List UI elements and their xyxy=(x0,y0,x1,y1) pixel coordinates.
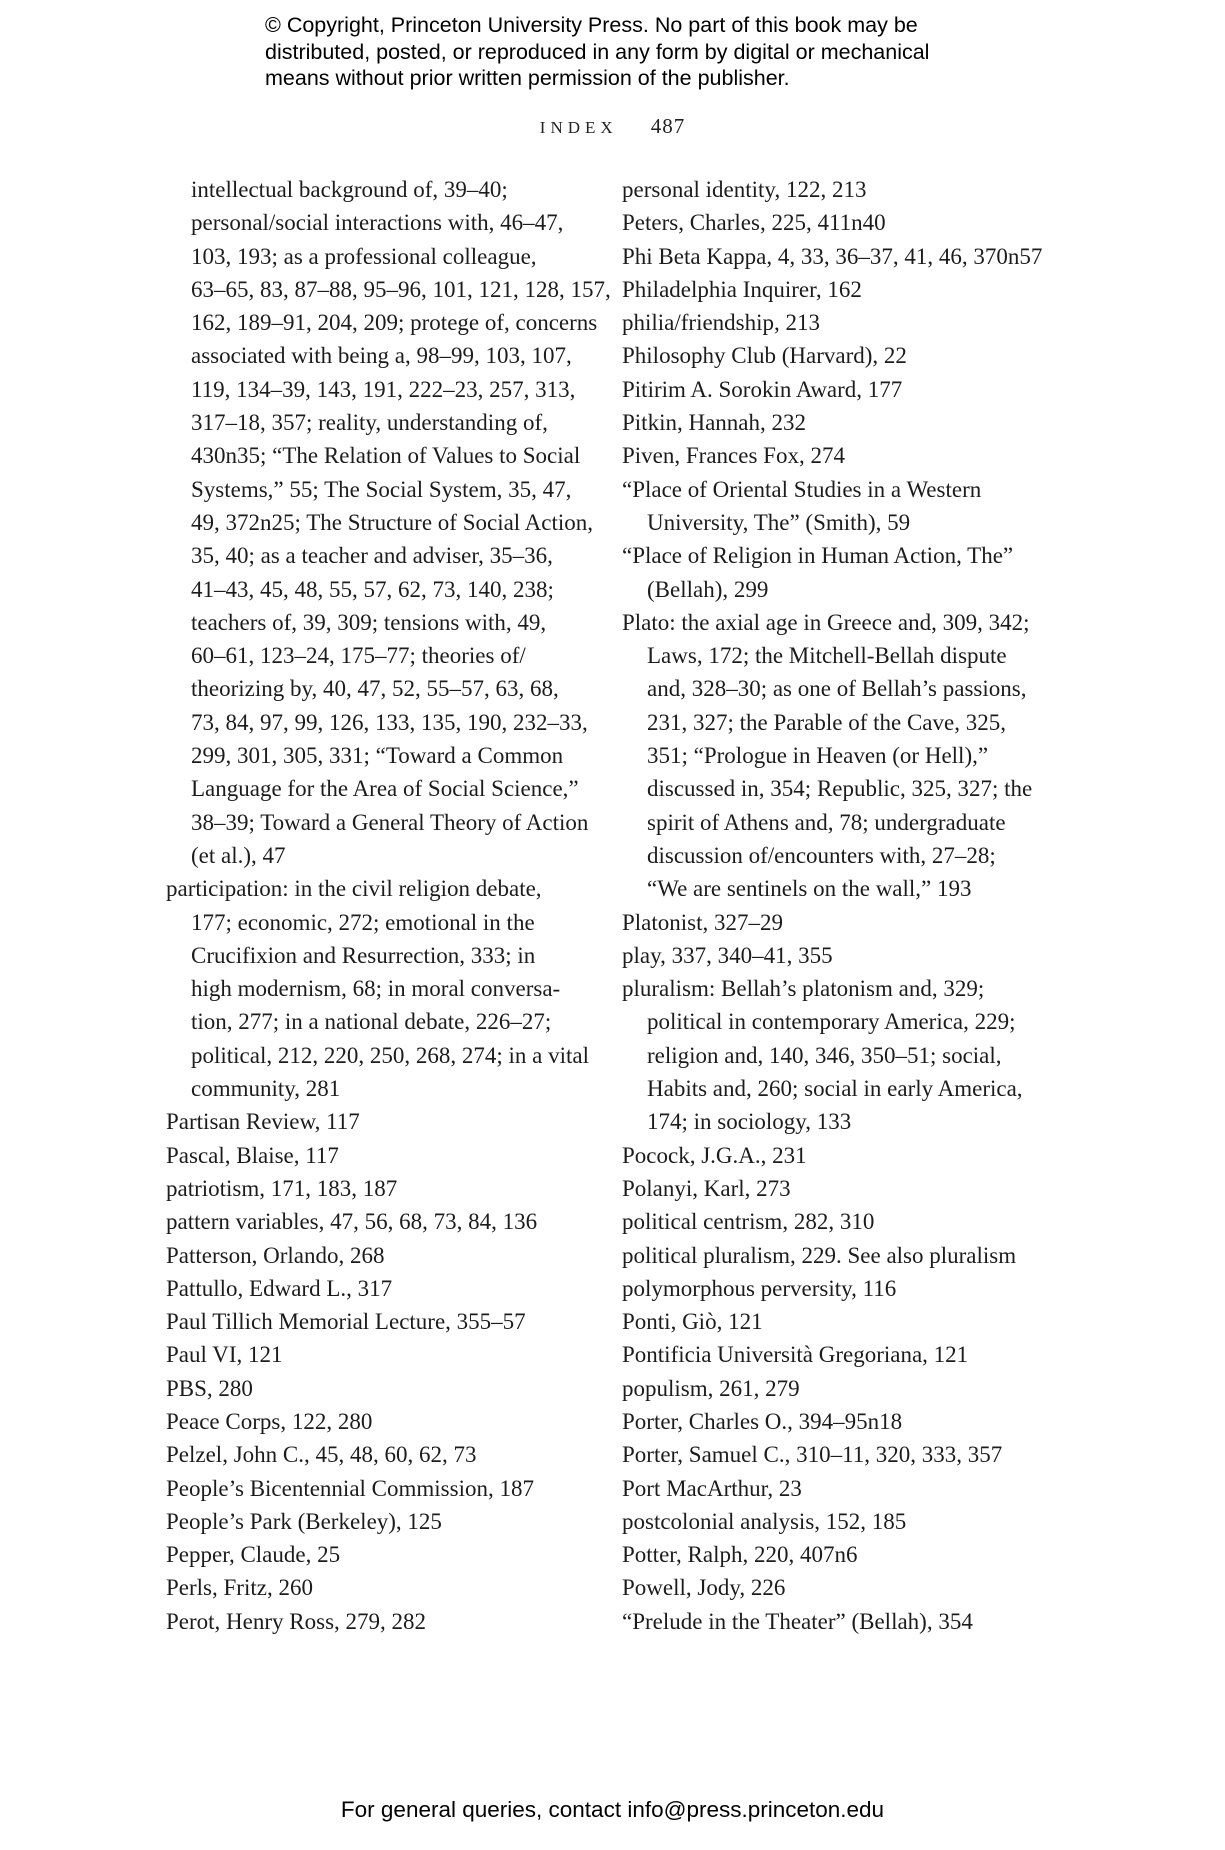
index-entry xyxy=(166,1538,586,1571)
index-entry-line: personal/social interactions with, 46–47, xyxy=(191,210,564,236)
index-entry-line: 103, 193; as a professional colleague, xyxy=(191,243,537,269)
index-entry-line: Paul VI, 121 xyxy=(166,1342,283,1368)
index-entry xyxy=(166,1272,586,1305)
index-entry-line: University, The” (Smith), 59 xyxy=(647,509,911,535)
index-entry xyxy=(622,1305,1062,1338)
index-entry-line: Philadelphia Inquirer, 162 xyxy=(622,276,862,302)
index-entry xyxy=(622,1571,1062,1604)
index-entry xyxy=(622,1272,1062,1305)
index-entry-line: Philosophy Club (Harvard), 22 xyxy=(622,343,907,369)
index-entry-line: and, 328–30; as one of Bellah’s passions, xyxy=(647,676,1027,702)
index-entry-line: Crucifixion and Resurrection, 333; in xyxy=(191,942,536,968)
index-entry-line: associated with being a, 98–99, 103, 107, xyxy=(191,343,572,369)
index-entry-line: Systems,” 55; The Social System, 35, 47, xyxy=(191,476,572,502)
index-entry-line: “Place of Religion in Human Action, The” xyxy=(622,543,1014,569)
index-entry-line: Powell, Jody, 226 xyxy=(622,1575,786,1601)
index-entry xyxy=(622,1338,1062,1371)
index-entry xyxy=(622,339,1062,372)
index-entry xyxy=(622,972,1062,1138)
index-entry-line: Phi Beta Kappa, 4, 33, 36–37, 41, 46, 370n57 xyxy=(622,243,1043,269)
index-entry xyxy=(166,1505,586,1538)
index-entry xyxy=(166,1438,586,1471)
index-entry xyxy=(622,939,1062,972)
index-entry-line: 430n35; “The Relation of Values to Social xyxy=(191,443,581,469)
index-entry xyxy=(622,1438,1062,1471)
index-entry-line: Pitirim A. Sorokin Award, 177 xyxy=(622,376,903,402)
index-entry-line: religion and, 140, 346, 350–51; social, xyxy=(647,1042,1002,1068)
index-entry-line: 38–39; Toward a General Theory of Action xyxy=(191,809,589,835)
index-entry-line: People’s Park (Berkeley), 125 xyxy=(166,1508,442,1534)
index-entry-line: Perot, Henry Ross, 279, 282 xyxy=(166,1608,427,1634)
index-entry-line: discussion of/encounters with, 27–28; xyxy=(647,842,996,868)
index-entry-line: Pocock, J.G.A., 231 xyxy=(622,1142,807,1168)
index-entry-line: “We are sentinels on the wall,” 193 xyxy=(647,876,972,902)
index-entry xyxy=(622,1205,1062,1238)
index-entry-line: (Bellah), 299 xyxy=(647,576,769,602)
running-head xyxy=(0,114,1225,139)
index-entry-line: Plato: the axial age in Greece and, 309, 342; xyxy=(622,609,1030,635)
index-entry-line: play, 337, 340–41, 355 xyxy=(622,942,833,968)
index-entry-line: community, 281 xyxy=(191,1076,341,1102)
index-entry-line: theorizing by, 40, 47, 52, 55–57, 63, 68, xyxy=(191,676,559,702)
index-entry xyxy=(622,1372,1062,1405)
index-entry-line: postcolonial analysis, 152, 185 xyxy=(622,1508,907,1534)
index-column-right xyxy=(622,173,1062,1638)
index-entry xyxy=(166,1105,586,1138)
index-entry xyxy=(622,306,1062,339)
index-entry xyxy=(622,906,1062,939)
index-entry xyxy=(622,473,1062,540)
index-entry-line: 60–61, 123–24, 175–77; theories of/ xyxy=(191,643,526,669)
index-entry xyxy=(622,373,1062,406)
index-entry-line: Habits and, 260; social in early America, xyxy=(647,1076,1023,1102)
index-entry-line: discussed in, 354; Republic, 325, 327; the xyxy=(647,776,1033,802)
index-entry-line: 231, 327; the Parable of the Cave, 325, xyxy=(647,709,1006,735)
index-entry-line: Pontificia Università Gregoriana, 121 xyxy=(622,1342,969,1368)
index-entry-line: Porter, Samuel C., 310–11, 320, 333, 357 xyxy=(622,1442,1003,1468)
index-entry xyxy=(622,1505,1062,1538)
index-entry-line: “Place of Oriental Studies in a Western xyxy=(622,476,982,502)
index-entry-line: 177; economic, 272; emotional in the xyxy=(191,909,535,935)
index-entry xyxy=(622,1538,1062,1571)
index-entry xyxy=(622,1172,1062,1205)
index-entry xyxy=(622,1405,1062,1438)
index-entry xyxy=(166,1372,586,1405)
index-entry-line: 49, 372n25; The Structure of Social Action, xyxy=(191,509,594,535)
index-entry-line: Language for the Area of Social Science,” xyxy=(191,776,579,802)
index-entry-line: PBS, 280 xyxy=(166,1375,253,1401)
index-entry-line: tion, 277; in a national debate, 226–27; xyxy=(191,1009,552,1035)
index-entry-line: political pluralism, 229. See also pluralism xyxy=(622,1242,1017,1268)
index-entry-line: Pelzel, John C., 45, 48, 60, 62, 73 xyxy=(166,1442,477,1468)
index-entry-line: 35, 40; as a teacher and adviser, 35–36, xyxy=(191,543,553,569)
index-entry-line: 63–65, 83, 87–88, 95–96, 101, 121, 128, 157, xyxy=(191,276,611,302)
copyright-line: means without prior written permission of the publisher. xyxy=(265,66,790,90)
copyright-line: © Copyright, Princeton University Press. No part of this book may be xyxy=(265,13,918,37)
index-entry-line: polymorphous perversity, 116 xyxy=(622,1275,897,1301)
index-entry xyxy=(166,1338,586,1371)
index-entry xyxy=(166,1472,586,1505)
index-entry-line: Perls, Fritz, 260 xyxy=(166,1575,313,1601)
index-entry xyxy=(622,606,1062,906)
page-number: 487 xyxy=(650,114,686,138)
index-entry-line: high modernism, 68; in moral conversa- xyxy=(191,976,561,1002)
index-entry-line: Pattullo, Edward L., 317 xyxy=(166,1275,393,1301)
index-entry-line: 41–43, 45, 48, 55, 57, 62, 73, 140, 238; xyxy=(191,576,554,602)
index-entry-line: 119, 134–39, 143, 191, 222–23, 257, 313, xyxy=(191,376,576,402)
index-entry-line: Peace Corps, 122, 280 xyxy=(166,1408,373,1434)
index-entry-line: patriotism, 171, 183, 187 xyxy=(166,1175,398,1201)
index-entry xyxy=(166,1571,586,1604)
index-entry xyxy=(622,240,1062,273)
index-entry xyxy=(622,406,1062,439)
index-entry-line: People’s Bicentennial Commission, 187 xyxy=(166,1475,534,1501)
index-entry-line: spirit of Athens and, 78; undergraduate xyxy=(647,809,1006,835)
index-entry xyxy=(166,872,589,1105)
index-entry-line: “Prelude in the Theater” (Bellah), 354 xyxy=(622,1608,973,1634)
index-entry-line: 299, 301, 305, 331; “Toward a Common xyxy=(191,743,564,769)
footer-contact: For general queries, contact info@press.princeton.edu xyxy=(340,1797,885,1822)
copyright-notice xyxy=(265,12,985,92)
index-entry xyxy=(166,1305,586,1338)
index-entry xyxy=(622,206,1062,239)
index-entry xyxy=(622,539,1062,606)
index-entry xyxy=(166,1605,586,1638)
index-entry-line: political, 212, 220, 250, 268, 274; in a vital xyxy=(191,1042,589,1068)
index-entry-line: 73, 84, 97, 99, 126, 133, 135, 190, 232–33, xyxy=(191,709,588,735)
index-entry xyxy=(622,273,1062,306)
index-entry-line: political centrism, 282, 310 xyxy=(622,1209,875,1235)
index-entry-line: Partisan Review, 117 xyxy=(166,1109,360,1135)
index-entry xyxy=(166,1205,586,1238)
index-entry-line: personal identity, 122, 213 xyxy=(622,177,867,202)
index-entry-line: (et al.), 47 xyxy=(191,842,286,868)
index-entry xyxy=(622,1139,1062,1172)
copyright-line: distributed, posted, or reproduced in any form by digital or mechanical xyxy=(265,39,930,64)
index-entry-line: participation: in the civil religion debate, xyxy=(166,876,542,902)
index-column-left xyxy=(166,173,611,1638)
index-entry-line: Paul Tillich Memorial Lecture, 355–57 xyxy=(166,1309,526,1335)
index-entry-line: Piven, Frances Fox, 274 xyxy=(622,443,845,469)
index-entry-line: Potter, Ralph, 220, 407n6 xyxy=(622,1542,858,1568)
index-entry-line: Pitkin, Hannah, 232 xyxy=(622,410,806,436)
index-entry-line: pluralism: Bellah’s platonism and, 329; xyxy=(622,976,985,1002)
index-entry xyxy=(622,439,1062,472)
index-entry-line: philia/friendship, 213 xyxy=(622,310,821,336)
index-entry-line: Pepper, Claude, 25 xyxy=(166,1542,341,1568)
index-entry-line: populism, 261, 279 xyxy=(622,1375,800,1401)
index-entry xyxy=(622,173,1062,206)
index-entry xyxy=(622,1239,1062,1272)
index-entry xyxy=(166,173,611,872)
index-entry-line: Peters, Charles, 225, 411n40 xyxy=(622,210,886,236)
index-entry-line: 351; “Prologue in Heaven (or Hell),” xyxy=(647,743,989,769)
index-entry-line: 162, 189–91, 204, 209; protege of, concerns xyxy=(191,310,598,336)
index-entry xyxy=(622,1472,1062,1505)
running-head-label: INDEX xyxy=(539,118,618,137)
index-entry-line: intellectual background of, 39–40; xyxy=(191,177,508,202)
index-entry xyxy=(166,1172,586,1205)
index-entry-line: Patterson, Orlando, 268 xyxy=(166,1242,385,1268)
index-entry xyxy=(166,1139,586,1172)
index-entry-line: 317–18, 357; reality, understanding of, xyxy=(191,410,548,436)
index-entry-line: 174; in sociology, 133 xyxy=(647,1109,852,1135)
index-entry-line: Platonist, 327–29 xyxy=(622,909,784,935)
index-entry-line: pattern variables, 47, 56, 68, 73, 84, 136 xyxy=(166,1209,538,1235)
index-entry xyxy=(166,1405,586,1438)
index-entry-line: Laws, 172; the Mitchell-Bellah dispute xyxy=(647,643,1007,669)
index-entry-line: political in contemporary America, 229; xyxy=(647,1009,1016,1035)
index-entry-line: Port MacArthur, 23 xyxy=(622,1475,802,1501)
index-entry-line: Porter, Charles O., 394–95n18 xyxy=(622,1408,903,1434)
index-entry-line: Pascal, Blaise, 117 xyxy=(166,1142,339,1168)
index-entry xyxy=(622,1605,1062,1638)
index-entry-line: teachers of, 39, 309; tensions with, 49, xyxy=(191,609,547,635)
index-entry-line: Ponti, Giò, 121 xyxy=(622,1309,763,1335)
index-entry xyxy=(166,1239,586,1272)
index-entry-line: Polanyi, Karl, 273 xyxy=(622,1175,791,1201)
